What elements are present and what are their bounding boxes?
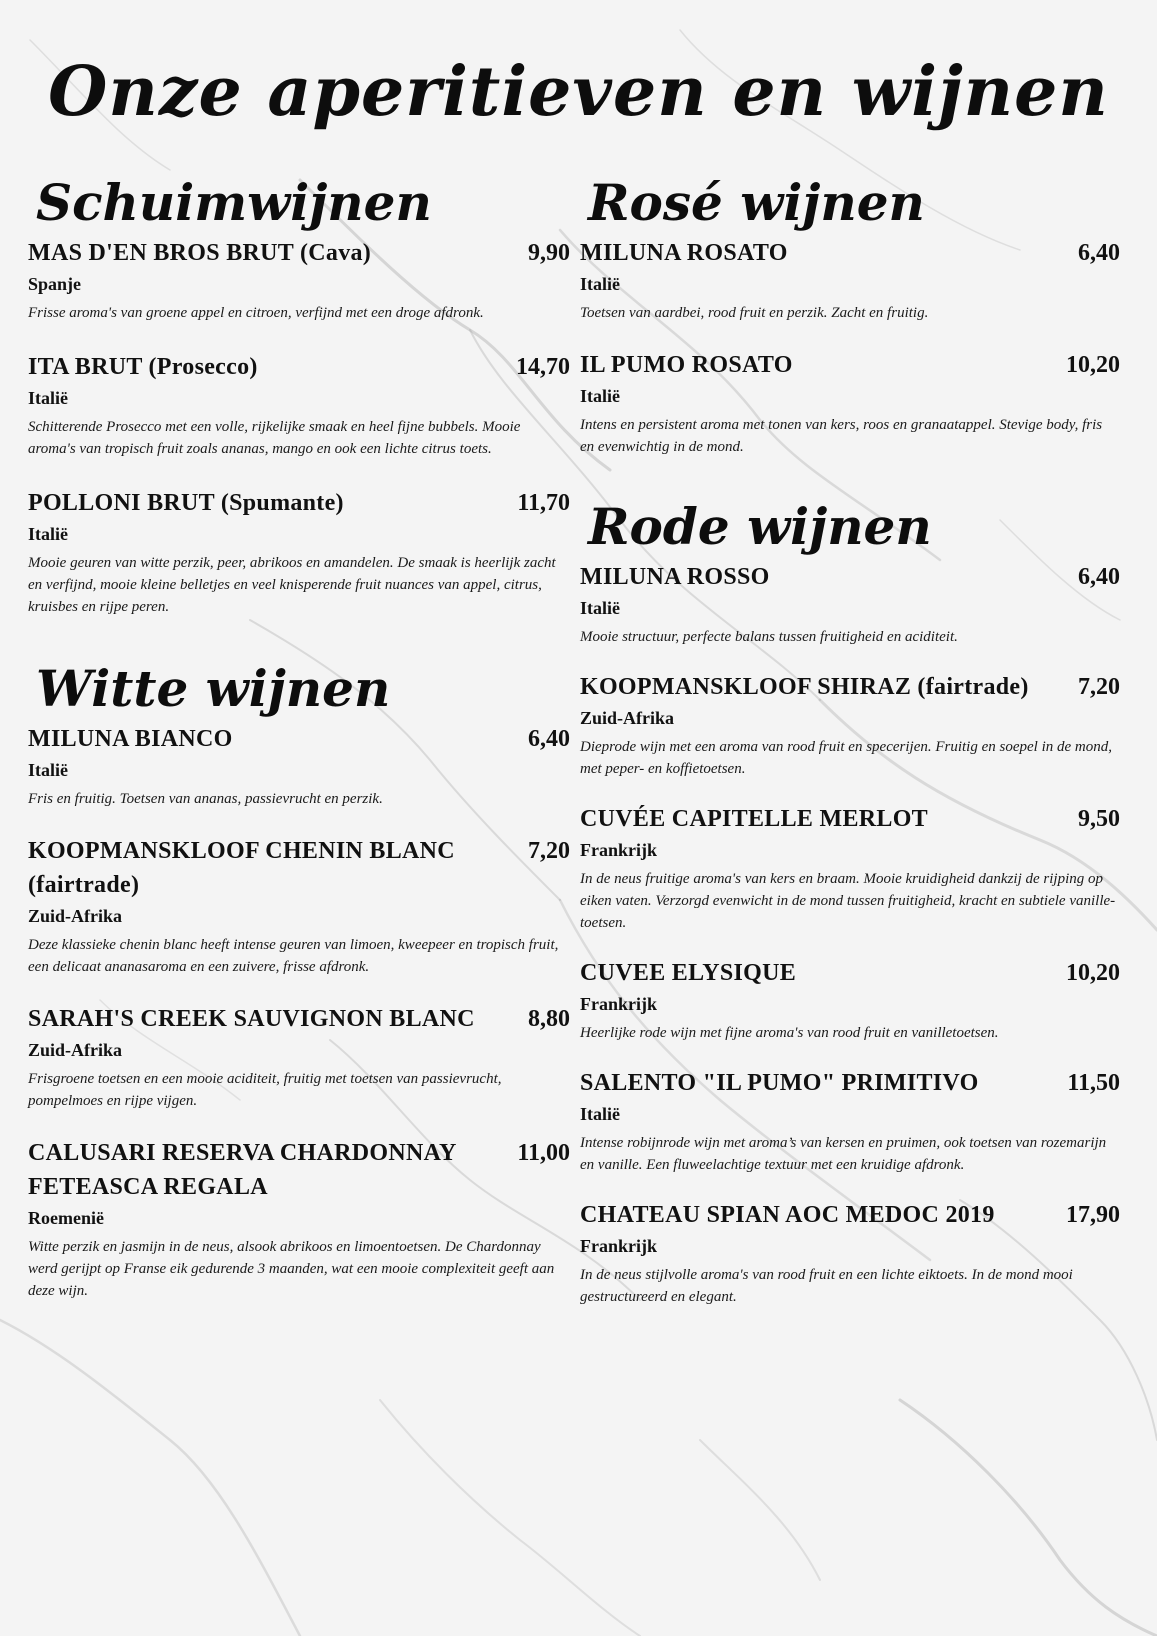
wine-name: MILUNA ROSSO (580, 564, 770, 590)
wine-description: Deze klassieke chenin blanc heeft intense geuren van limoen, kweepeer en tropisch fruit, een delicaat ananasaroma en een zuivere, frisse afdronk. (28, 937, 559, 975)
wine-name: MILUNA BIANCO (28, 726, 233, 752)
wine-country: Italië (28, 388, 68, 408)
wine-item (580, 670, 1120, 780)
wine-item (580, 802, 1120, 934)
wine-price: 17,90 (1066, 1202, 1120, 1228)
wine-description: Fris en fruitig. Toetsen van ananas, passievrucht en perzik. (28, 791, 383, 807)
right-column (580, 170, 1120, 1308)
wine-description: Heerlijke rode wijn met fijne aroma's van rood fruit en vanilletoetsen. (580, 1025, 999, 1041)
wine-country: Italië (28, 760, 68, 780)
wine-description: Dieprode wijn met een aroma van rood fruit en specerijen. Fruitig en soepel in de mond, met peper- en koffietoetsen. (580, 739, 1112, 777)
wine-name: MAS D'EN BROS BRUT (Cava) (28, 240, 372, 266)
wine-name: CALUSARI RESERVA CHARDONNAY FETEASCA REGALA (28, 1140, 456, 1200)
wine-price: 8,80 (528, 1006, 570, 1032)
wine-country: Italië (580, 386, 620, 406)
wine-price: 14,70 (516, 354, 570, 380)
wine-item (580, 1066, 1120, 1176)
wine-item (28, 1136, 570, 1302)
wine-item (580, 236, 1120, 324)
wine-country: Italië (580, 1104, 620, 1124)
wine-price: 6,40 (1078, 564, 1120, 590)
wine-price: 9,50 (1078, 806, 1120, 832)
wine-description: In de neus fruitige aroma's van kers en braam. Mooie kruidigheid dankzij de rijping op eiken vaten. Verzorgd evenwicht in de mond tussen fruitigheid, kracht en subtiele vanille-toetsen. (580, 871, 1116, 931)
wine-country: Frankrijk (580, 840, 658, 860)
wine-item (580, 560, 1120, 648)
wine-name: CHATEAU SPIAN AOC MEDOC 2019 (580, 1202, 995, 1228)
wine-price: 10,20 (1066, 960, 1120, 986)
section-title-schuimwijnen: Schuimwijnen (36, 173, 432, 232)
wine-description: Intense robijnrode wijn met aroma’s van kersen en pruimen, ook toetsen van rozemarijn en vanille. Een fluweelachtige textuur met een kruidige afdronk. (580, 1135, 1107, 1173)
wine-country: Italië (28, 524, 68, 544)
wine-description: Mooie geuren van witte perzik, peer, abrikoos en amandelen. De smaak is heerlijk zacht en verfijnd, mooie kleine belletjes en veel knisperende fruit nuances van appel, citrus, kruisbes en rijpe peren. (28, 555, 556, 615)
wine-description: Frisse aroma's van groene appel en citroen, verfijnd met een droge afdronk. (28, 305, 484, 321)
wine-name: KOOPMANSKLOOF CHENIN BLANC (fairtrade) (28, 838, 455, 898)
wine-country: Frankrijk (580, 994, 658, 1014)
wine-item (28, 722, 570, 810)
wine-price: 10,20 (1066, 352, 1120, 378)
wine-name: SARAH'S CREEK SAUVIGNON BLANC (28, 1006, 475, 1032)
page-title: Onze aperitieven en wijnen (48, 52, 1109, 132)
wine-price: 6,40 (1078, 240, 1120, 266)
wine-item (580, 348, 1120, 458)
wine-country: Zuid-Afrika (28, 906, 123, 926)
wine-description: Toetsen van aardbei, rood fruit en perzik. Zacht en fruitig. (580, 305, 929, 321)
wine-price: 7,20 (528, 838, 570, 864)
wine-description: Intens en persistent aroma met tonen van kers, roos en granaatappel. Stevige body, fris en evenwichtig in de mond. (580, 417, 1103, 455)
wine-price: 7,20 (1078, 674, 1120, 700)
wine-country: Italië (580, 598, 620, 618)
wine-item (28, 350, 570, 460)
wine-name: ITA BRUT (Prosecco) (28, 354, 258, 380)
wine-country: Italië (580, 274, 620, 294)
wine-description: Mooie structuur, perfecte balans tussen fruitigheid en aciditeit. (580, 629, 958, 645)
wine-description: Schitterende Prosecco met een volle, rijkelijke smaak en heel fijne bubbels. Mooie aroma's van tropisch fruit zoals ananas, mango en ook een lichte citrus toets. (28, 419, 521, 457)
section-title-rode-wijnen: Rode wijnen (588, 497, 932, 556)
wine-description: Witte perzik en jasmijn in de neus, alsook abrikoos en limoentoetsen. De Chardonnay werd gerijpt op Franse eik gedurende 3 maanden, wat een mooie complexiteit geeft aan deze wijn. (28, 1239, 555, 1299)
wine-name: MILUNA ROSATO (580, 240, 788, 266)
wine-description: In de neus stijlvolle aroma's van rood fruit en een lichte eiktoets. In de mond mooi gestructureerd en elegant. (580, 1267, 1073, 1305)
wine-price: 11,00 (517, 1140, 570, 1166)
wine-item (28, 236, 570, 324)
section-title-witte-wijnen: Witte wijnen (36, 659, 391, 718)
wine-country: Zuid-Afrika (28, 1040, 123, 1060)
wine-description: Frisgroene toetsen en een mooie aciditeit, fruitig met toetsen van passievrucht, pompelmoes en rijpe vijgen. (28, 1071, 502, 1109)
left-column (28, 170, 570, 1302)
wine-item (580, 1198, 1120, 1308)
wine-price: 11,70 (517, 490, 570, 516)
wine-country: Frankrijk (580, 1236, 658, 1256)
wine-item (28, 1002, 570, 1112)
wine-item (580, 956, 1120, 1044)
wine-name: IL PUMO ROSATO (580, 352, 793, 378)
wine-country: Roemenië (28, 1208, 104, 1228)
wine-name: CUVEE ELYSIQUE (580, 960, 797, 986)
wine-name: POLLONI BRUT (Spumante) (28, 490, 344, 516)
wine-price: 6,40 (528, 726, 570, 752)
section-title-rose-wijnen: Rosé wijnen (588, 173, 925, 232)
wine-name: KOOPMANSKLOOF SHIRAZ (fairtrade) (580, 674, 1029, 700)
wine-name: CUVÉE CAPITELLE MERLOT (580, 806, 928, 832)
wine-country: Spanje (28, 274, 82, 294)
wine-item (28, 834, 570, 978)
wine-price: 9,90 (528, 240, 570, 266)
wine-country: Zuid-Afrika (580, 708, 675, 728)
wine-item (28, 486, 570, 618)
wine-name: SALENTO "IL PUMO" PRIMITIVO (580, 1070, 979, 1096)
wine-price: 11,50 (1067, 1070, 1120, 1096)
